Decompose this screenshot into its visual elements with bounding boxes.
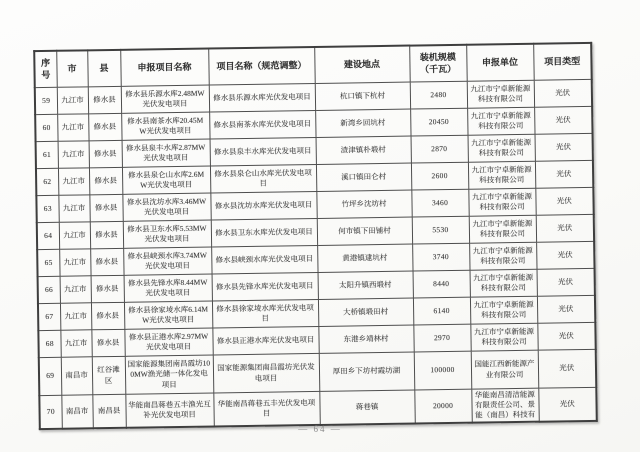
cell-adjusted_name: 修水县沈坊水库光伏发电项目 <box>210 191 316 220</box>
cell-capacity_kw: 8440 <box>413 270 470 298</box>
cell-declared_name: 修水县峡颈水库3.74MW光伏发电项目 <box>123 247 211 275</box>
cell-location: 厚田乡下坊村霞坊湖 <box>319 352 415 391</box>
cell-type: 光伏 <box>537 322 595 350</box>
cell-applicant: 九江市宁卓新能源科技有限公司 <box>470 323 537 351</box>
table-body <box>35 79 597 429</box>
cell-capacity_kw: 20450 <box>410 108 467 136</box>
cell-declared_name: 修水县南茶水库20.45MW光伏发电项目 <box>121 112 209 140</box>
cell-applicant: 华能南昌清洁能源有限责任公司、景能（南昌）科技有 <box>471 388 538 423</box>
cell-no: 68 <box>38 330 60 357</box>
cell-adjusted_name: 修水县泉仑山水库光伏发电项目 <box>210 164 316 193</box>
cell-type: 光伏 <box>535 160 593 188</box>
cell-applicant: 九江市宁卓新能源科技有限公司 <box>468 134 535 162</box>
column-header-city: 市 <box>56 50 88 87</box>
projects-table-wrapper <box>33 42 596 431</box>
cell-no: 65 <box>37 249 59 276</box>
cell-type: 光伏 <box>537 295 595 323</box>
cell-county: 修水县 <box>89 194 122 221</box>
cell-type: 光伏 <box>535 133 593 161</box>
cell-applicant: 国能江西新能源产业有限公司 <box>471 350 539 389</box>
cell-location: 杭口镇下杭村 <box>315 82 410 110</box>
cell-county: 修水县 <box>88 86 121 113</box>
cell-city: 九江市 <box>60 303 91 330</box>
cell-declared_name: 修水县沈坊水库3.46MW光伏发电项目 <box>122 193 210 221</box>
cell-location: 太阳升镇西塅村 <box>318 271 413 299</box>
cell-adjusted_name: 修水县徐家堎水库光伏发电项目 <box>212 299 318 328</box>
cell-location: 黄港镇逮坑村 <box>317 244 412 272</box>
cell-city: 九江市 <box>57 87 88 114</box>
column-header-county: 县 <box>87 50 121 87</box>
cell-declared_name: 修水县乐源水库2.48MW光伏发电项目 <box>121 85 209 113</box>
cell-adjusted_name: 国家能源集团南昌霞坊光伏发电项目 <box>213 353 320 393</box>
cell-no: 66 <box>38 276 60 303</box>
cell-county: 修水县 <box>89 167 122 194</box>
cell-city: 九江市 <box>58 195 89 222</box>
cell-applicant: 九江市宁卓新能源科技有限公司 <box>468 161 535 189</box>
cell-location: 溪口镇田仑村 <box>316 163 411 191</box>
cell-capacity_kw: 20000 <box>414 389 471 424</box>
cell-location: 大桥镇塅田村 <box>318 298 413 326</box>
cell-adjusted_name: 修水县乐源水库光伏发电项目 <box>209 83 315 112</box>
cell-declared_name: 修水县徐家堎水库6.14MW光伏发电项目 <box>124 301 212 329</box>
cell-type: 光伏 <box>536 214 594 242</box>
cell-no: 67 <box>38 303 60 330</box>
cell-type: 光伏 <box>536 241 594 269</box>
cell-adjusted_name: 修水县峡颈水库光伏发电项目 <box>211 245 317 274</box>
cell-type: 光伏 <box>534 106 592 134</box>
cell-location: 东港乡靖林村 <box>318 325 413 353</box>
cell-capacity_kw: 3740 <box>412 243 469 271</box>
cell-city: 南昌市 <box>61 357 93 395</box>
cell-capacity_kw: 2600 <box>411 162 468 190</box>
cell-no: 63 <box>36 195 58 222</box>
cell-county: 修水县 <box>91 329 124 356</box>
cell-no: 64 <box>37 222 59 249</box>
cell-declared_name: 修水县泉丰水库2.87MW光伏发电项目 <box>122 139 210 167</box>
cell-declared_name: 修水县卫东水库5.53MW光伏发电项目 <box>123 220 211 248</box>
cell-county: 南昌县 <box>92 394 125 428</box>
cell-location: 新湾乡回坑村 <box>315 109 410 137</box>
cell-capacity_kw: 100000 <box>414 351 472 390</box>
cell-declared_name: 修水县先锋水库8.44MW光伏发电项目 <box>124 274 212 302</box>
column-header-type: 项目类型 <box>533 43 592 80</box>
cell-applicant: 九江市宁卓新能源科技有限公司 <box>470 269 537 297</box>
column-header-location: 建设地点 <box>314 46 410 84</box>
cell-declared_name: 华能南昌蒋巷五丰渔光互补光伏发电项目 <box>125 393 213 428</box>
cell-adjusted_name: 修水县先锋水库光伏发电项目 <box>212 272 318 301</box>
cell-applicant: 九江市宁卓新能源科技有限公司 <box>467 107 534 135</box>
cell-applicant: 九江市宁卓新能源科技有限公司 <box>469 242 536 270</box>
cell-capacity_kw: 6140 <box>413 297 470 325</box>
cell-no: 70 <box>39 395 62 429</box>
cell-type: 光伏 <box>535 187 593 215</box>
cell-city: 九江市 <box>60 330 91 357</box>
cell-adjusted_name: 修水县卫东水库光伏发电项目 <box>211 218 317 247</box>
cell-city: 九江市 <box>57 114 88 141</box>
cell-no: 62 <box>36 168 58 195</box>
cell-no: 60 <box>35 114 57 141</box>
cell-type: 光伏 <box>538 349 597 388</box>
cell-adjusted_name: 修水县南茶水库光伏发电项目 <box>209 110 315 139</box>
cell-city: 南昌市 <box>61 395 92 429</box>
cell-capacity_kw: 5530 <box>412 216 469 244</box>
cell-city: 九江市 <box>58 141 89 168</box>
cell-city: 九江市 <box>58 168 89 195</box>
cell-location: 蒋巷镇 <box>319 390 414 425</box>
page-number: — 64 — <box>298 424 342 434</box>
cell-no: 69 <box>39 357 62 395</box>
cell-adjusted_name: 修水县泉丰水库光伏发电项目 <box>210 137 316 166</box>
cell-location: 竹坪乡沈坊村 <box>316 190 411 218</box>
cell-capacity_kw: 2870 <box>411 135 468 163</box>
cell-type: 光伏 <box>537 268 595 296</box>
column-header-applicant: 申报单位 <box>466 44 534 81</box>
cell-county: 修水县 <box>91 302 124 329</box>
cell-capacity_kw: 2480 <box>410 81 467 109</box>
cell-declared_name: 修水县泉仑山水库2.6MW光伏发电项目 <box>122 166 210 194</box>
cell-county: 修水县 <box>91 275 124 302</box>
cell-city: 九江市 <box>59 222 90 249</box>
cell-type: 光伏 <box>534 79 592 107</box>
cell-capacity_kw: 3460 <box>411 189 468 217</box>
cell-city: 九江市 <box>60 276 91 303</box>
cell-adjusted_name: 修水县正港水库光伏发电项目 <box>212 326 318 355</box>
cell-adjusted_name: 华能南昌蒋巷五丰光伏发电项目 <box>213 391 319 426</box>
column-header-no: 序号 <box>34 51 57 88</box>
cell-applicant: 九江市宁卓新能源科技有限公司 <box>467 80 534 108</box>
cell-declared_name: 修水县正港水库2.97MW光伏发电项目 <box>124 328 212 356</box>
cell-location: 渣津镇朴塅村 <box>316 136 411 164</box>
cell-no: 61 <box>36 141 58 168</box>
cell-county: 修水县 <box>88 113 121 140</box>
cell-city: 九江市 <box>59 249 90 276</box>
cell-county: 修水县 <box>90 221 123 248</box>
cell-county: 修水县 <box>89 140 122 167</box>
column-header-declared_name: 申报项目名称 <box>120 49 209 87</box>
cell-no: 59 <box>35 87 57 114</box>
cell-county: 修水县 <box>90 248 123 275</box>
column-header-capacity_kw: 装机规模（千瓦） <box>409 45 467 82</box>
cell-applicant: 九江市宁卓新能源科技有限公司 <box>468 188 535 216</box>
cell-location: 何市镇下田铺村 <box>317 217 412 245</box>
cell-capacity_kw: 2970 <box>413 324 470 352</box>
cell-applicant: 九江市宁卓新能源科技有限公司 <box>470 296 537 324</box>
cell-applicant: 九江市宁卓新能源科技有限公司 <box>469 215 536 243</box>
column-header-adjusted_name: 项目名称（规范调整） <box>208 47 315 85</box>
cell-type: 光伏 <box>538 387 596 422</box>
cell-county: 红谷滩区 <box>92 356 126 394</box>
projects-table <box>33 42 598 431</box>
cell-declared_name: 国家能源集团南昌霞坊100MW渔光储一体化发电项目 <box>125 355 214 394</box>
